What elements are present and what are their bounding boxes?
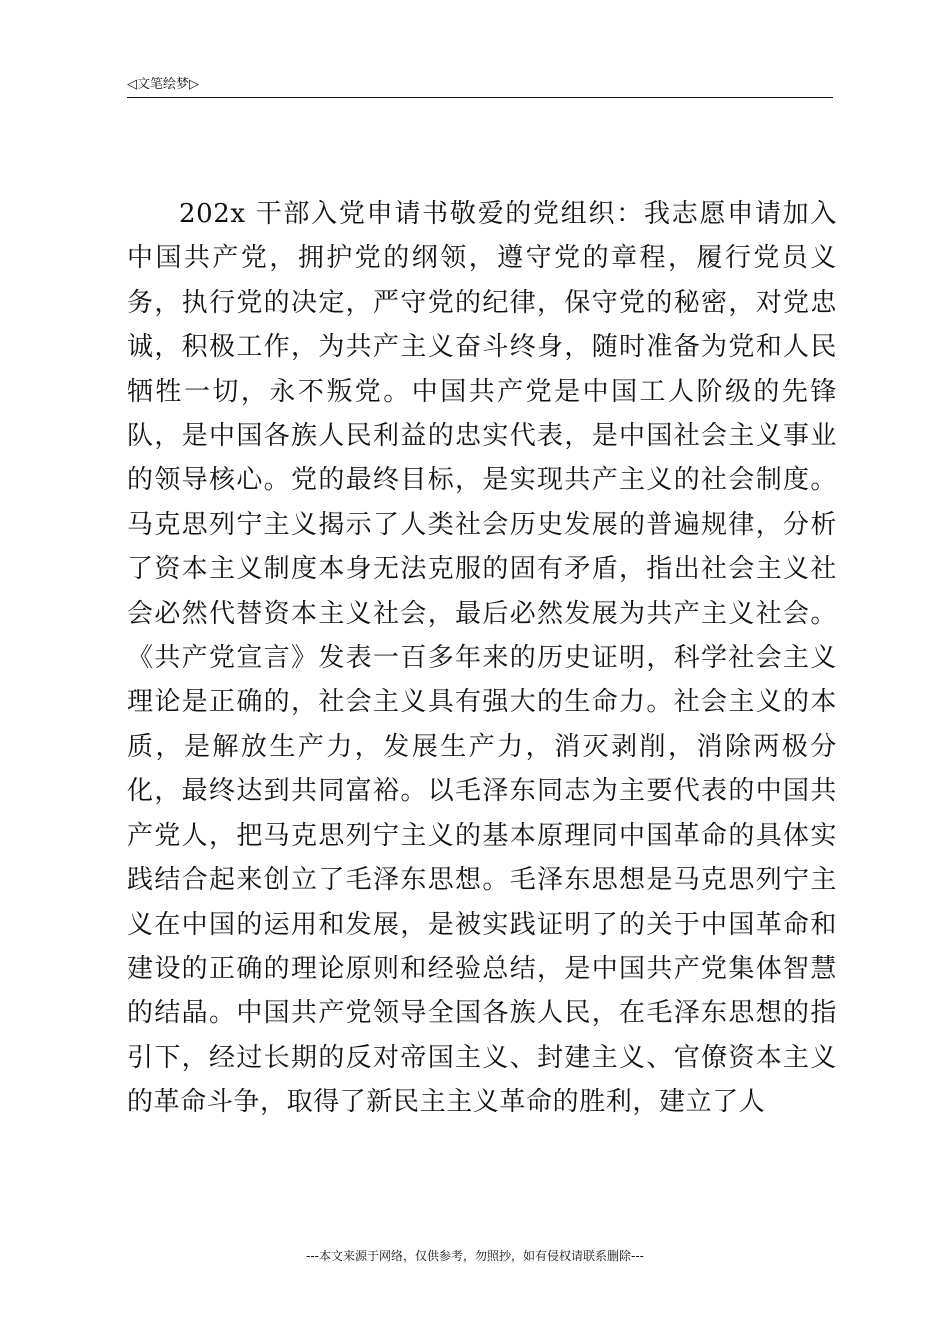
header-title: ◁文笔绘梦▷	[127, 77, 199, 92]
body-paragraph: 202x 干部入党申请书敬爱的党组织：我志愿申请加入中国共产党，拥护党的纲领，遵守党的章程，履行党员义务，执行党的决定，严守党的纪律，保守党的秘密，对党忠诚，积极工作，为共产主义奋斗终身，随时准备为党和人民牺牲一切，永不叛党。中国共产党是中国工人阶级的先锋队，是中国各族人民利益的忠实代表，是中国社会主义事业的领导核心。党的最终目标，是实现共产主义的社会制度。马克思列宁主义揭示了人类社会历史发展的普遍规律，分析了资本主义制度本身无法克服的固有矛盾，指出社会主义社会必然代替资本主义社会，最后必然发展为共产主义社会。《共产党宣言》发表一百多年来的历史证明，科学社会主义理论是正确的，社会主义具有强大的生命力。社会主义的本质，是解放生产力，发展生产力，消灭剥削，消除两极分化，最终达到共同富裕。以毛泽东同志为主要代表的中国共产党人，把马克思列宁主义的基本原理同中国革命的具体实践结合起来创立了毛泽东思想。毛泽东思想是马克思列宁主义在中国的运用和发展，是被实践证明了的关于中国革命和建设的正确的理论原则和经验总结，是中国共产党集体智慧的结晶。中国共产党领导全国各族人民，在毛泽东思想的指引下，经过长期的反对帝国主义、封建主义、官僚资本主义的革命斗争，取得了新民主主义革命的胜利，建立了人	[127, 199, 837, 1118]
page-header	[127, 76, 833, 98]
header-divider	[127, 97, 833, 98]
page-footer-disclaimer: ---本文来源于网络，仅供参考，勿照抄，如有侵权请联系删除---	[306, 1249, 644, 1263]
